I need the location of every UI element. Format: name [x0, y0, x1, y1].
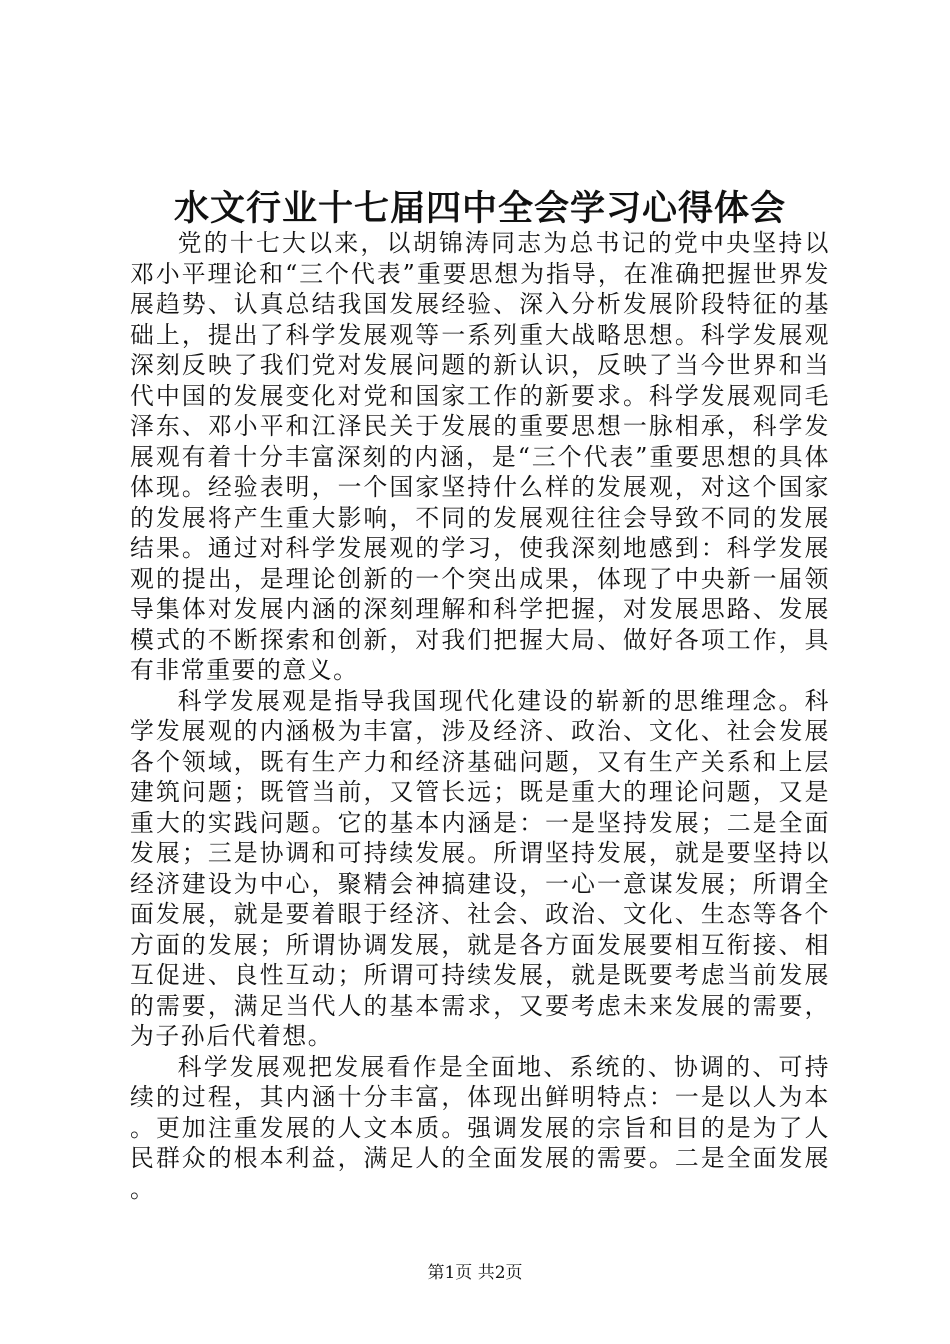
paragraph-1: 党的十七大以来，以胡锦涛同志为总书记的党中央坚持以邓小平理论和“三个代表”重要思想为指导，在准确把握世界发展趋势、认真总结我国发展经验、深入分析发展阶段特征的基础上，提出了科学发展观等一系列重大战略思想。科学发展观深刻反映了我们党对发展问题的新认识，反映了当今世界和当代中国的发展变化对党和国家工作的新要求。科学发展观同毛泽东、邓小平和江泽民关于发展的重要思想一脉相承，科学发展观有着十分丰富深刻的内涵，是“三个代表”重要思想的具体体现。经验表明，一个国家坚持什么样的发展观，对这个国家的发展将产生重大影响，不同的发展观往往会导致不同的发展结果。通过对科学发展观的学习，使我深刻地感到：科学发展观的提出，是理论创新的一个突出成果，体现了中央新一届领导集体对发展内涵的深刻理解和科学把握，对发展思路、发展模式的不断探索和创新，对我们把握大局、做好各项工作，具有非常重要的意义。	[130, 229, 830, 684]
paragraph-3: 科学发展观把发展看作是全面地、系统的、协调的、可持续的过程，其内涵十分丰富，体现出鲜明特点：一是以人为本。更加注重发展的人文本质。强调发展的宗旨和目的是为了人民群众的根本利益，满足人的全面发展的需要。二是全面发展。	[130, 1052, 830, 1203]
page-number: 第1页	[427, 1263, 473, 1283]
paragraph-2: 科学发展观是指导我国现代化建设的崭新的思维理念。科学发展观的内涵极为丰富，涉及经济、政治、文化、社会发展各个领域，既有生产力和经济基础问题，又有生产关系和上层建筑问题；既管当前，又管长远；既是重大的理论问题，又是重大的实践问题。它的基本内涵是：一是坚持发展；二是全面发展；三是协调和可持续发展。所谓坚持发展，就是要坚持以经济建设为中心，聚精会神搞建设，一心一意谋发展；所谓全面发展，就是要着眼于经济、社会、政治、文化、生态等各个方面的发展；所谓协调发展，就是各方面发展要相互衔接、相互促进、良性互动；所谓可持续发展，就是既要考虑当前发展的需要，满足当代人的基本需求，又要考虑未来发展的需要，为子孙后代着想。	[130, 686, 830, 1050]
page-total: 共2页	[477, 1263, 523, 1283]
page-footer	[0, 1262, 950, 1284]
document-body	[130, 228, 830, 1204]
document-title: 水文行业十七届四中全会学习心得体会	[173, 188, 786, 229]
